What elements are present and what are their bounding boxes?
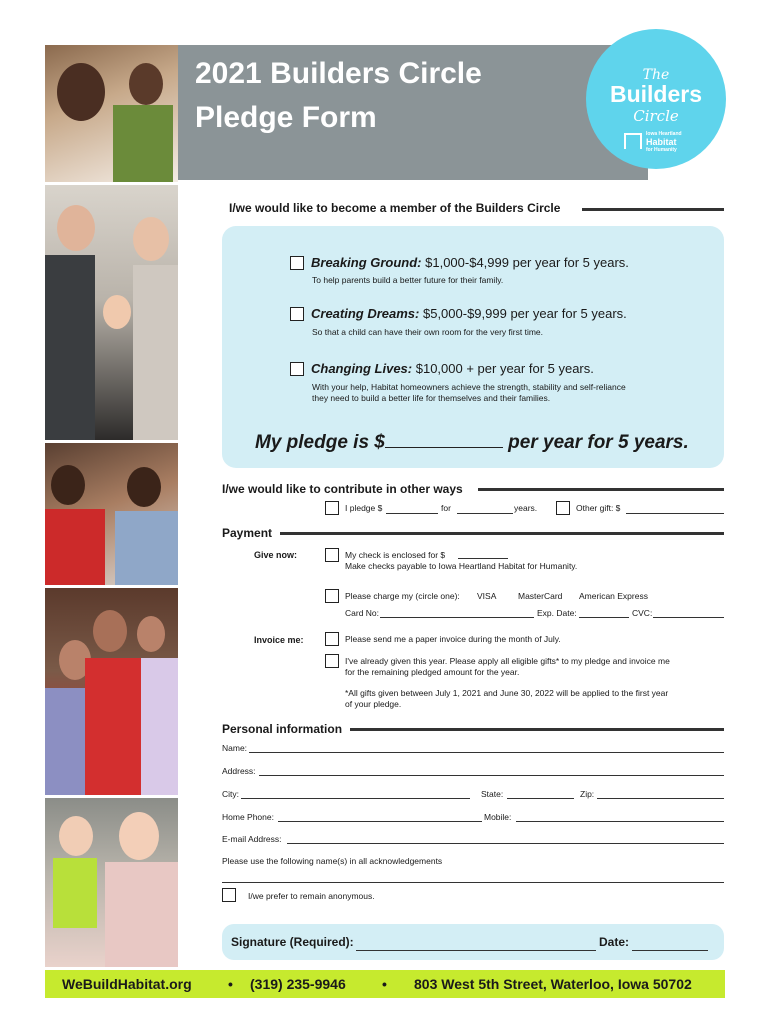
acknowledgement-field[interactable] xyxy=(222,882,724,883)
page-title xyxy=(195,52,482,140)
check-enclosed-checkbox[interactable] xyxy=(325,548,339,562)
anonymous-label: I/we prefer to remain anonymous. xyxy=(248,891,375,901)
family-photo-3 xyxy=(45,443,178,588)
habitat-line-1: Iowa Heartland xyxy=(646,131,682,137)
logo-the: The xyxy=(642,67,670,83)
state-field[interactable] xyxy=(507,798,574,799)
level-name: Creating Dreams: xyxy=(311,306,420,321)
builders-circle-logo xyxy=(586,29,726,169)
family-photo-1 xyxy=(45,45,178,185)
membership-rule xyxy=(582,208,724,211)
cvc-field[interactable] xyxy=(653,617,724,618)
signature-field[interactable] xyxy=(356,950,596,951)
habitat-line-3: for Humanity xyxy=(646,147,677,153)
name-label: Name: xyxy=(222,743,248,753)
zip-field[interactable] xyxy=(597,798,724,799)
years-field[interactable] xyxy=(457,513,513,514)
date-field[interactable] xyxy=(632,950,708,951)
anonymous-checkbox[interactable] xyxy=(222,888,236,902)
check-payable-note: Make checks payable to Iowa Heartland Habitat for Humanity. xyxy=(345,561,578,571)
personal-info-heading: Personal information xyxy=(222,722,343,736)
card-no-label: Card No: xyxy=(345,608,380,618)
habitat-line-2: Habitat xyxy=(646,137,677,147)
title-line-2: Pledge Form xyxy=(195,101,377,134)
city-label: City: xyxy=(222,789,239,799)
i-pledge-label: I pledge $ xyxy=(345,503,383,513)
zip-label: Zip: xyxy=(580,789,595,799)
cvc-label: CVC: xyxy=(632,608,653,618)
give-now-label: Give now: xyxy=(254,550,298,560)
payment-rule xyxy=(280,532,724,535)
level-creating-dreams xyxy=(311,306,627,321)
acknowledgement-label: Please use the following name(s) in all acknowledgements xyxy=(222,856,443,866)
other-gift-field[interactable] xyxy=(626,513,724,514)
family-photo-4 xyxy=(45,588,178,798)
i-pledge-field[interactable] xyxy=(386,513,438,514)
exp-date-label: Exp. Date: xyxy=(537,608,577,618)
habitat-logo xyxy=(624,131,694,155)
state-label: State: xyxy=(481,789,504,799)
gift-note-line-2: of your pledge. xyxy=(345,699,402,709)
pledge-prefix: My pledge is $ xyxy=(255,432,385,453)
level-amount: $5,000-$9,999 per year for 5 years. xyxy=(419,306,627,321)
footer-separator: • xyxy=(228,976,233,992)
level-breaking-ground xyxy=(311,255,629,270)
check-enclosed-label: My check is enclosed for $ xyxy=(345,550,446,560)
exp-date-field[interactable] xyxy=(579,617,629,618)
charge-card-checkbox[interactable] xyxy=(325,589,339,603)
footer-phone[interactable]: (319) 235-9946 xyxy=(250,976,346,992)
level-amount: $1,000-$4,999 per year for 5 years. xyxy=(421,255,629,270)
footer-address: 803 West 5th Street, Waterloo, Iowa 50702 xyxy=(414,976,692,992)
home-phone-field[interactable] xyxy=(278,821,482,822)
level-desc: So that a child can have their own room for the very first time. xyxy=(312,327,544,337)
title-line-1: 2021 Builders Circle xyxy=(195,57,482,90)
logo-circle: Circle xyxy=(633,107,679,125)
invoice-me-label: Invoice me: xyxy=(254,635,304,645)
home-phone-label: Home Phone: xyxy=(222,812,274,822)
membership-heading: I/we would like to become a member of the Builders Circle xyxy=(229,201,561,215)
level-desc: To help parents build a better future for their family. xyxy=(312,275,504,285)
personal-info-rule xyxy=(350,728,724,731)
level-amount: $10,000 + per year for 5 years. xyxy=(412,361,594,376)
breaking-ground-checkbox[interactable] xyxy=(290,256,304,270)
pledge-other-checkbox[interactable] xyxy=(325,501,339,515)
charge-card-label: Please charge my (circle one): xyxy=(345,591,460,601)
footer-separator: • xyxy=(382,976,387,992)
changing-lives-checkbox[interactable] xyxy=(290,362,304,376)
already-given-checkbox[interactable] xyxy=(325,654,339,668)
for-label: for xyxy=(441,503,451,513)
city-field[interactable] xyxy=(241,798,470,799)
signature-label: Signature (Required): xyxy=(231,935,354,949)
footer-website[interactable]: WeBuildHabitat.org xyxy=(62,976,192,992)
family-photo-2 xyxy=(45,185,178,443)
level-desc: they need to build a better life for themselves and their families. xyxy=(312,393,551,403)
level-name: Breaking Ground: xyxy=(311,255,422,270)
address-field[interactable] xyxy=(259,775,724,776)
gift-note-line-1: *All gifts given between July 1, 2021 and June 30, 2022 will be applied to the first year xyxy=(345,688,669,698)
email-field[interactable] xyxy=(287,843,724,844)
creating-dreams-checkbox[interactable] xyxy=(290,307,304,321)
already-given-line-2: for the remaining pledged amount for the year. xyxy=(345,667,520,677)
payment-heading: Payment xyxy=(222,526,273,540)
other-gift-checkbox[interactable] xyxy=(556,501,570,515)
email-label: E-mail Address: xyxy=(222,834,282,844)
family-photo-5 xyxy=(45,798,178,970)
footer-bar xyxy=(45,970,725,998)
address-label: Address: xyxy=(222,766,256,776)
level-name: Changing Lives: xyxy=(311,361,413,376)
mobile-label: Mobile: xyxy=(484,812,512,822)
level-changing-lives xyxy=(311,361,594,376)
date-label: Date: xyxy=(599,935,630,949)
pledge-suffix: per year for 5 years. xyxy=(508,432,689,453)
pledge-amount-line xyxy=(255,432,689,454)
other-ways-heading: I/we would like to contribute in other ways xyxy=(222,482,463,496)
name-field[interactable] xyxy=(249,752,724,753)
card-mastercard[interactable]: MasterCard xyxy=(518,591,563,601)
already-given-line-1: I've already given this year. Please apply all eligible gifts* to my pledge and invoice me xyxy=(345,656,670,666)
level-desc: With your help, Habitat homeowners achieve the strength, stability and self-reliance xyxy=(312,382,626,392)
invoice-july-checkbox[interactable] xyxy=(325,632,339,646)
logo-builders: Builders xyxy=(609,81,703,107)
years-label: years. xyxy=(514,503,538,513)
check-amount-field[interactable] xyxy=(458,558,508,559)
mobile-field[interactable] xyxy=(516,821,724,822)
card-amex[interactable]: American Express xyxy=(579,591,648,601)
other-ways-rule xyxy=(478,488,724,491)
house-icon xyxy=(624,133,642,149)
other-gift-label: Other gift: $ xyxy=(576,503,621,513)
pledge-amount-field[interactable] xyxy=(385,434,503,448)
card-visa[interactable]: VISA xyxy=(477,591,497,601)
photo-column xyxy=(45,45,178,970)
card-no-field[interactable] xyxy=(380,617,534,618)
invoice-july-label: Please send me a paper invoice during the month of July. xyxy=(345,634,561,644)
